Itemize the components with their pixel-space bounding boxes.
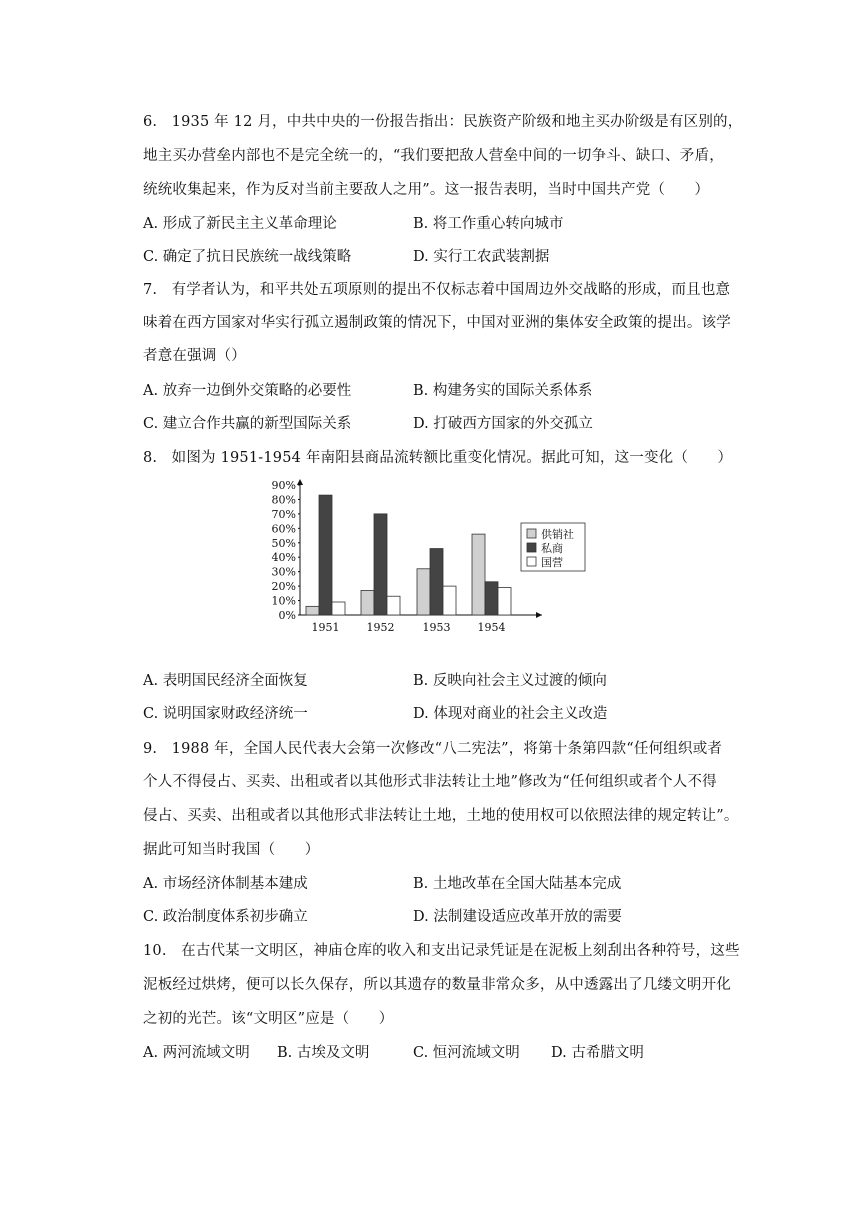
- y-tick-label: 20%: [271, 580, 296, 594]
- q7-option-d[interactable]: D. 打破西方国家的外交孤立: [413, 416, 593, 432]
- bar-1954-0: [472, 534, 485, 615]
- q6-option-c[interactable]: C. 确定了抗日民族统一战线策略: [143, 249, 352, 265]
- q7-line-1: 7. 有学者认为，和平共处五项原则的提出不仅标志着中国周边外交战略的形成，而且也意: [143, 282, 731, 298]
- bar-1953-2: [443, 586, 456, 615]
- q10-line-3: 之初的光芒。该“文明区”应是（ ）: [143, 1011, 394, 1027]
- bar-1952-2: [387, 596, 400, 615]
- q9-option-a[interactable]: A. 市场经济体制基本建成: [143, 876, 308, 892]
- q6-option-d[interactable]: D. 实行工农武装割据: [413, 249, 550, 265]
- bar-chart: [262, 478, 592, 638]
- legend-swatch: [527, 557, 536, 566]
- q10-option-b[interactable]: B. 古埃及文明: [277, 1045, 370, 1061]
- bar-1951-2: [332, 602, 345, 615]
- bar-1954-2: [498, 588, 511, 615]
- q10-option-c[interactable]: C. 恒河流域文明: [413, 1045, 520, 1061]
- q10-line-1: 10. 在古代某一文明区，神庙仓库的收入和支出记录凭证是在泥板上刻刮出各种符号，这些: [143, 943, 740, 959]
- q7-option-c[interactable]: C. 建立合作共赢的新型国际关系: [143, 416, 352, 432]
- q9-option-d[interactable]: D. 法制建设适应改革开放的需要: [413, 909, 622, 925]
- y-tick-label: 0%: [278, 609, 296, 622]
- bar-1952-1: [374, 514, 387, 615]
- q9-option-b[interactable]: B. 土地改革在全国大陆基本完成: [413, 876, 622, 892]
- q7-line-2: 味着在西方国家对华实行孤立遏制政策的情况下，中国对亚洲的集体安全政策的提出。该学: [143, 315, 731, 331]
- q8-option-a[interactable]: A. 表明国民经济全面恢复: [143, 673, 308, 689]
- q6-line-2: 地主买办营垒内部也不是完全统一的，“我们要把敌人营垒中间的一切争斗、缺口、矛盾，: [143, 148, 724, 164]
- q9-option-c[interactable]: C. 政治制度体系初步确立: [143, 909, 308, 925]
- q10-option-d[interactable]: D. 古希腊文明: [551, 1045, 644, 1061]
- q6-line-1: 6. 1935 年 12 月，中共中央的一份报告指出：民族资产阶级和地主买办阶级是有区别的，: [143, 114, 743, 130]
- x-tick-label: 1952: [366, 621, 395, 634]
- q8-option-b[interactable]: B. 反映向社会主义过渡的倾向: [413, 673, 607, 689]
- x-axis-arrow: [536, 612, 542, 618]
- q8-line-1: 8. 如图为 1951-1954 年南阳县商品流转额比重变化情况。据此可知，这一变化（ ）: [143, 450, 733, 466]
- q6-line-3: 统统收集起来，作为反对当前主要敌人之用”。这一报告表明，当时中国共产党（ ）: [143, 182, 710, 198]
- x-tick-label: 1954: [477, 621, 506, 634]
- x-tick-label: 1951: [311, 621, 340, 634]
- bar-1952-0: [361, 590, 374, 615]
- y-tick-label: 70%: [271, 507, 296, 521]
- y-tick-label: 80%: [271, 493, 296, 507]
- y-tick-label: 30%: [271, 565, 296, 579]
- y-tick-label: 10%: [271, 594, 296, 608]
- y-axis-arrow: [297, 479, 303, 485]
- legend-swatch: [527, 529, 536, 538]
- y-tick-label: 50%: [271, 536, 296, 550]
- bar-1951-1: [319, 495, 332, 615]
- q9-line-4: 据此可知当时我国（ ）: [143, 842, 320, 858]
- q6-option-b[interactable]: B. 将工作重心转向城市: [413, 216, 564, 232]
- bar-1951-0: [306, 606, 319, 615]
- q6-option-a[interactable]: A. 形成了新民主主义革命理论: [143, 216, 337, 232]
- legend-label: 私商: [541, 542, 563, 555]
- q10-line-2: 泥板经过烘烤，便可以长久保存，所以其遗存的数量非常众多，从中透露出了几缕文明开化: [143, 977, 731, 993]
- legend-label: 国营: [541, 556, 563, 569]
- y-tick-label: 60%: [271, 522, 296, 536]
- q7-line-3: 者意在强调（）: [143, 348, 246, 364]
- x-tick-label: 1953: [422, 621, 451, 634]
- q7-option-a[interactable]: A. 放弃一边倒外交策略的必要性: [143, 383, 352, 399]
- q8-option-d[interactable]: D. 体现对商业的社会主义改造: [413, 706, 608, 722]
- q9-line-1: 9. 1988 年，全国人民代表大会第一次修改“八二宪法”，将第十条第四款“任何组织或者: [143, 741, 723, 757]
- y-tick-label: 90%: [271, 479, 296, 492]
- q9-line-2: 个人不得侵占、买卖、出租或者以其他形式非法转让土地”修改为“任何组织或者个人不得: [143, 774, 717, 790]
- bar-1953-1: [430, 549, 443, 615]
- legend-swatch: [527, 543, 536, 552]
- bar-1953-0: [417, 569, 430, 615]
- bar-1954-1: [485, 582, 498, 615]
- y-tick-label: 40%: [271, 551, 296, 565]
- q10-option-a[interactable]: A. 两河流域文明: [143, 1045, 250, 1061]
- q9-line-3: 侵占、买卖、出租或者以其他形式非法转让土地，土地的使用权可以依照法律的规定转让”。: [143, 808, 739, 824]
- q7-option-b[interactable]: B. 构建务实的国际关系体系: [413, 383, 593, 399]
- q8-option-c[interactable]: C. 说明国家财政经济统一: [143, 706, 308, 722]
- legend-label: 供销社: [541, 528, 574, 541]
